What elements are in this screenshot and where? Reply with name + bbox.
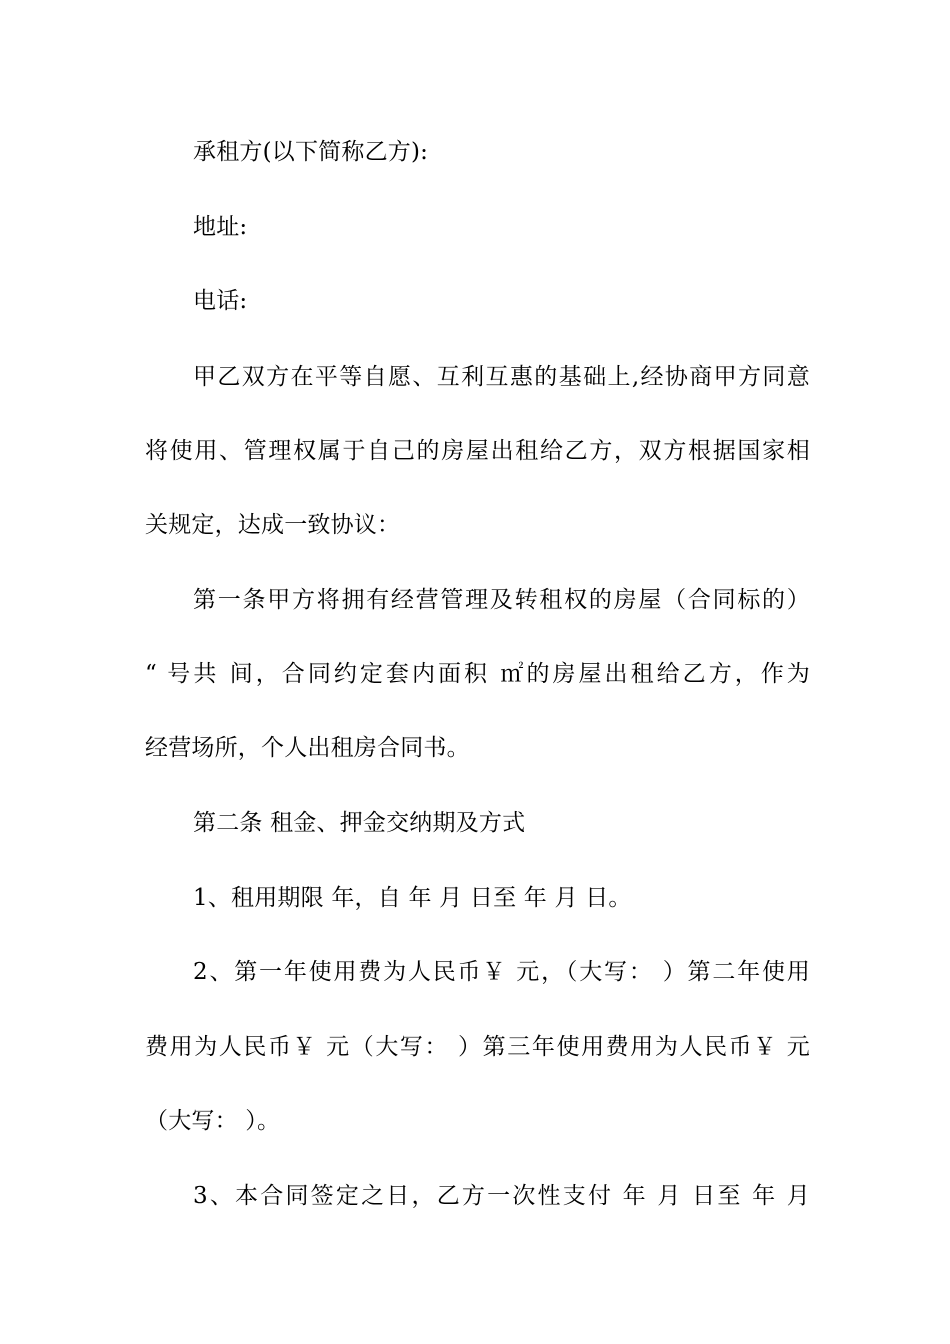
clause-2-line: 费用为人民币￥ 元（大写： ）第三年使用费用为人民币￥ 元: [145, 1034, 810, 1060]
clause-1-line: 1、租用期限 年，自 年 月 日至 年 月 日。: [193, 885, 632, 911]
clause-2-line: （大写： ）。: [145, 1108, 281, 1134]
paragraph-line: 将使用、管理权属于自己的房屋出租给乙方，双方根据国家相: [145, 438, 810, 464]
paragraph-line: 关规定，达成一致协议：: [145, 512, 401, 538]
clause-3-line: 3、本合同签定之日，乙方一次性支付 年 月 日至 年 月: [193, 1183, 810, 1209]
article-1-line: “ 号共 间，合同约定套内面积 ㎡的房屋出租给乙方，作为: [145, 661, 810, 687]
lessee-label: 承租方(以下简称乙方):: [193, 139, 429, 165]
address-label: 地址:: [193, 214, 248, 240]
clause-2-line: 2、第一年使用费为人民币￥ 元，（大写： ）第二年使用: [193, 959, 810, 985]
paragraph-line: 甲乙双方在平等自愿、互利互惠的基础上,经协商甲方同意: [193, 364, 810, 390]
article-2-heading: 第二条 租金、押金交纳期及方式: [193, 810, 526, 836]
article-1-line: 经营场所，个人出租房合同书。: [145, 735, 470, 761]
article-1-line: 第一条甲方将拥有经营管理及转租权的房屋（合同标的）: [193, 587, 810, 613]
phone-label: 电话:: [193, 288, 248, 314]
